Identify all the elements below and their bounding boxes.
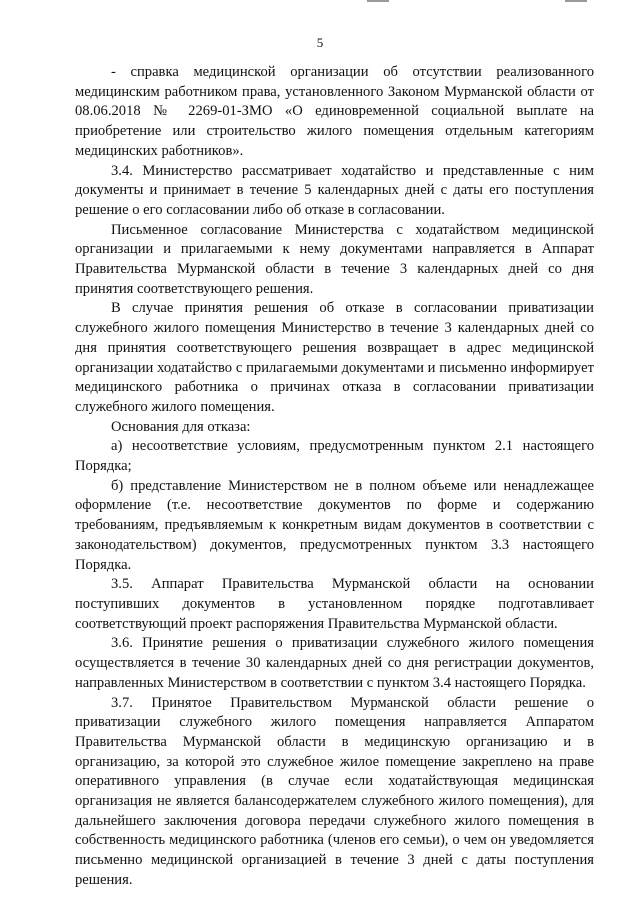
paragraph-refusal-case: В случае принятия решения об отказе в согласовании приватизации служебного жилого помещения Министерство в течение 3 календарных дней со дня принятия соответствующего решения возвращает в адрес медицинской организации ходатайство с прилагаемыми документами и письменно информирует медицинского работника о причинах отказа в согласовании приватизации служебного жилого помещения. (75, 300, 594, 415)
paragraph-refusal-grounds-heading: Основания для отказа: (111, 418, 251, 435)
paragraph-3-6: 3.6. Принятие решения о приватизации служебного жилого помещения осуществляется в течение 30 календарных дней со дня регистрации документов, направленных Министерством в соответствии с пунктом 3.4 настоящего Порядка. (75, 635, 594, 691)
paragraph-refusal-ground-b: б) представление Министерством не в полном объеме или ненадлежащее оформление (т.е. несоответствие документов по форме и содержанию требованиям, предъявляемым к конкретным видам документов в соответствии с законодательством) документов, предусмотренных пунктом 3.3 настоящего Порядка. (75, 477, 594, 573)
paragraph-certificate: - справка медицинской организации об отсутствии реализованного медицинским работником права, установленного Законом Мурманской области от 08.06.2018 № 2269-01-ЗМО «О единовременной социальной выплате на приобретение или строительство жилого помещения отдельным категориям медицинских работников». (75, 64, 594, 159)
page-number: 5 (316, 35, 324, 50)
paragraph-3-4: 3.4. Министерство рассматривает ходатайство и представленные с ним документы и принимает в течение 5 календарных дней с даты его поступления решение о его согласовании либо об отказе в согласовании. (75, 162, 594, 218)
paragraph-written-approval: Письменное согласование Министерства с ходатайством медицинской организации и прилагаемыми к нему документами направляется в Аппарат Правительства Мурманской области в течение 3 календарных дней со дня принятия соответствующего решения. (75, 221, 594, 297)
paragraph-3-5: 3.5. Аппарат Правительства Мурманской области на основании поступивших документов в установленном порядке подготавливает соответствующий проект распоряжения Правительства Мурманской области. (75, 576, 594, 632)
scan-artifact (367, 0, 389, 2)
document-body (75, 63, 594, 891)
scan-artifact (565, 0, 587, 2)
paragraph-refusal-ground-a: а) несоответствие условиям, предусмотренным пунктом 2.1 настоящего Порядка; (75, 438, 594, 475)
paragraph-3-7: 3.7. Принятое Правительством Мурманской области решение о приватизации служебного жилого помещения направляется Аппаратом Правительства Мурманской области в медицинскую организацию и в организацию, за которой это служебное жилое помещение закреплено на праве оперативного управления (в случае если ходатайствующая медицинская организация не является балансодержателем служебного жилого помещения), для дальнейшего заключения договора передачи служебного жилого помещения в собственность медицинского работника (членов его семьи), о чем он уведомляется письменно медицинской организацией в течение 3 дней с даты поступления решения. (75, 694, 594, 888)
